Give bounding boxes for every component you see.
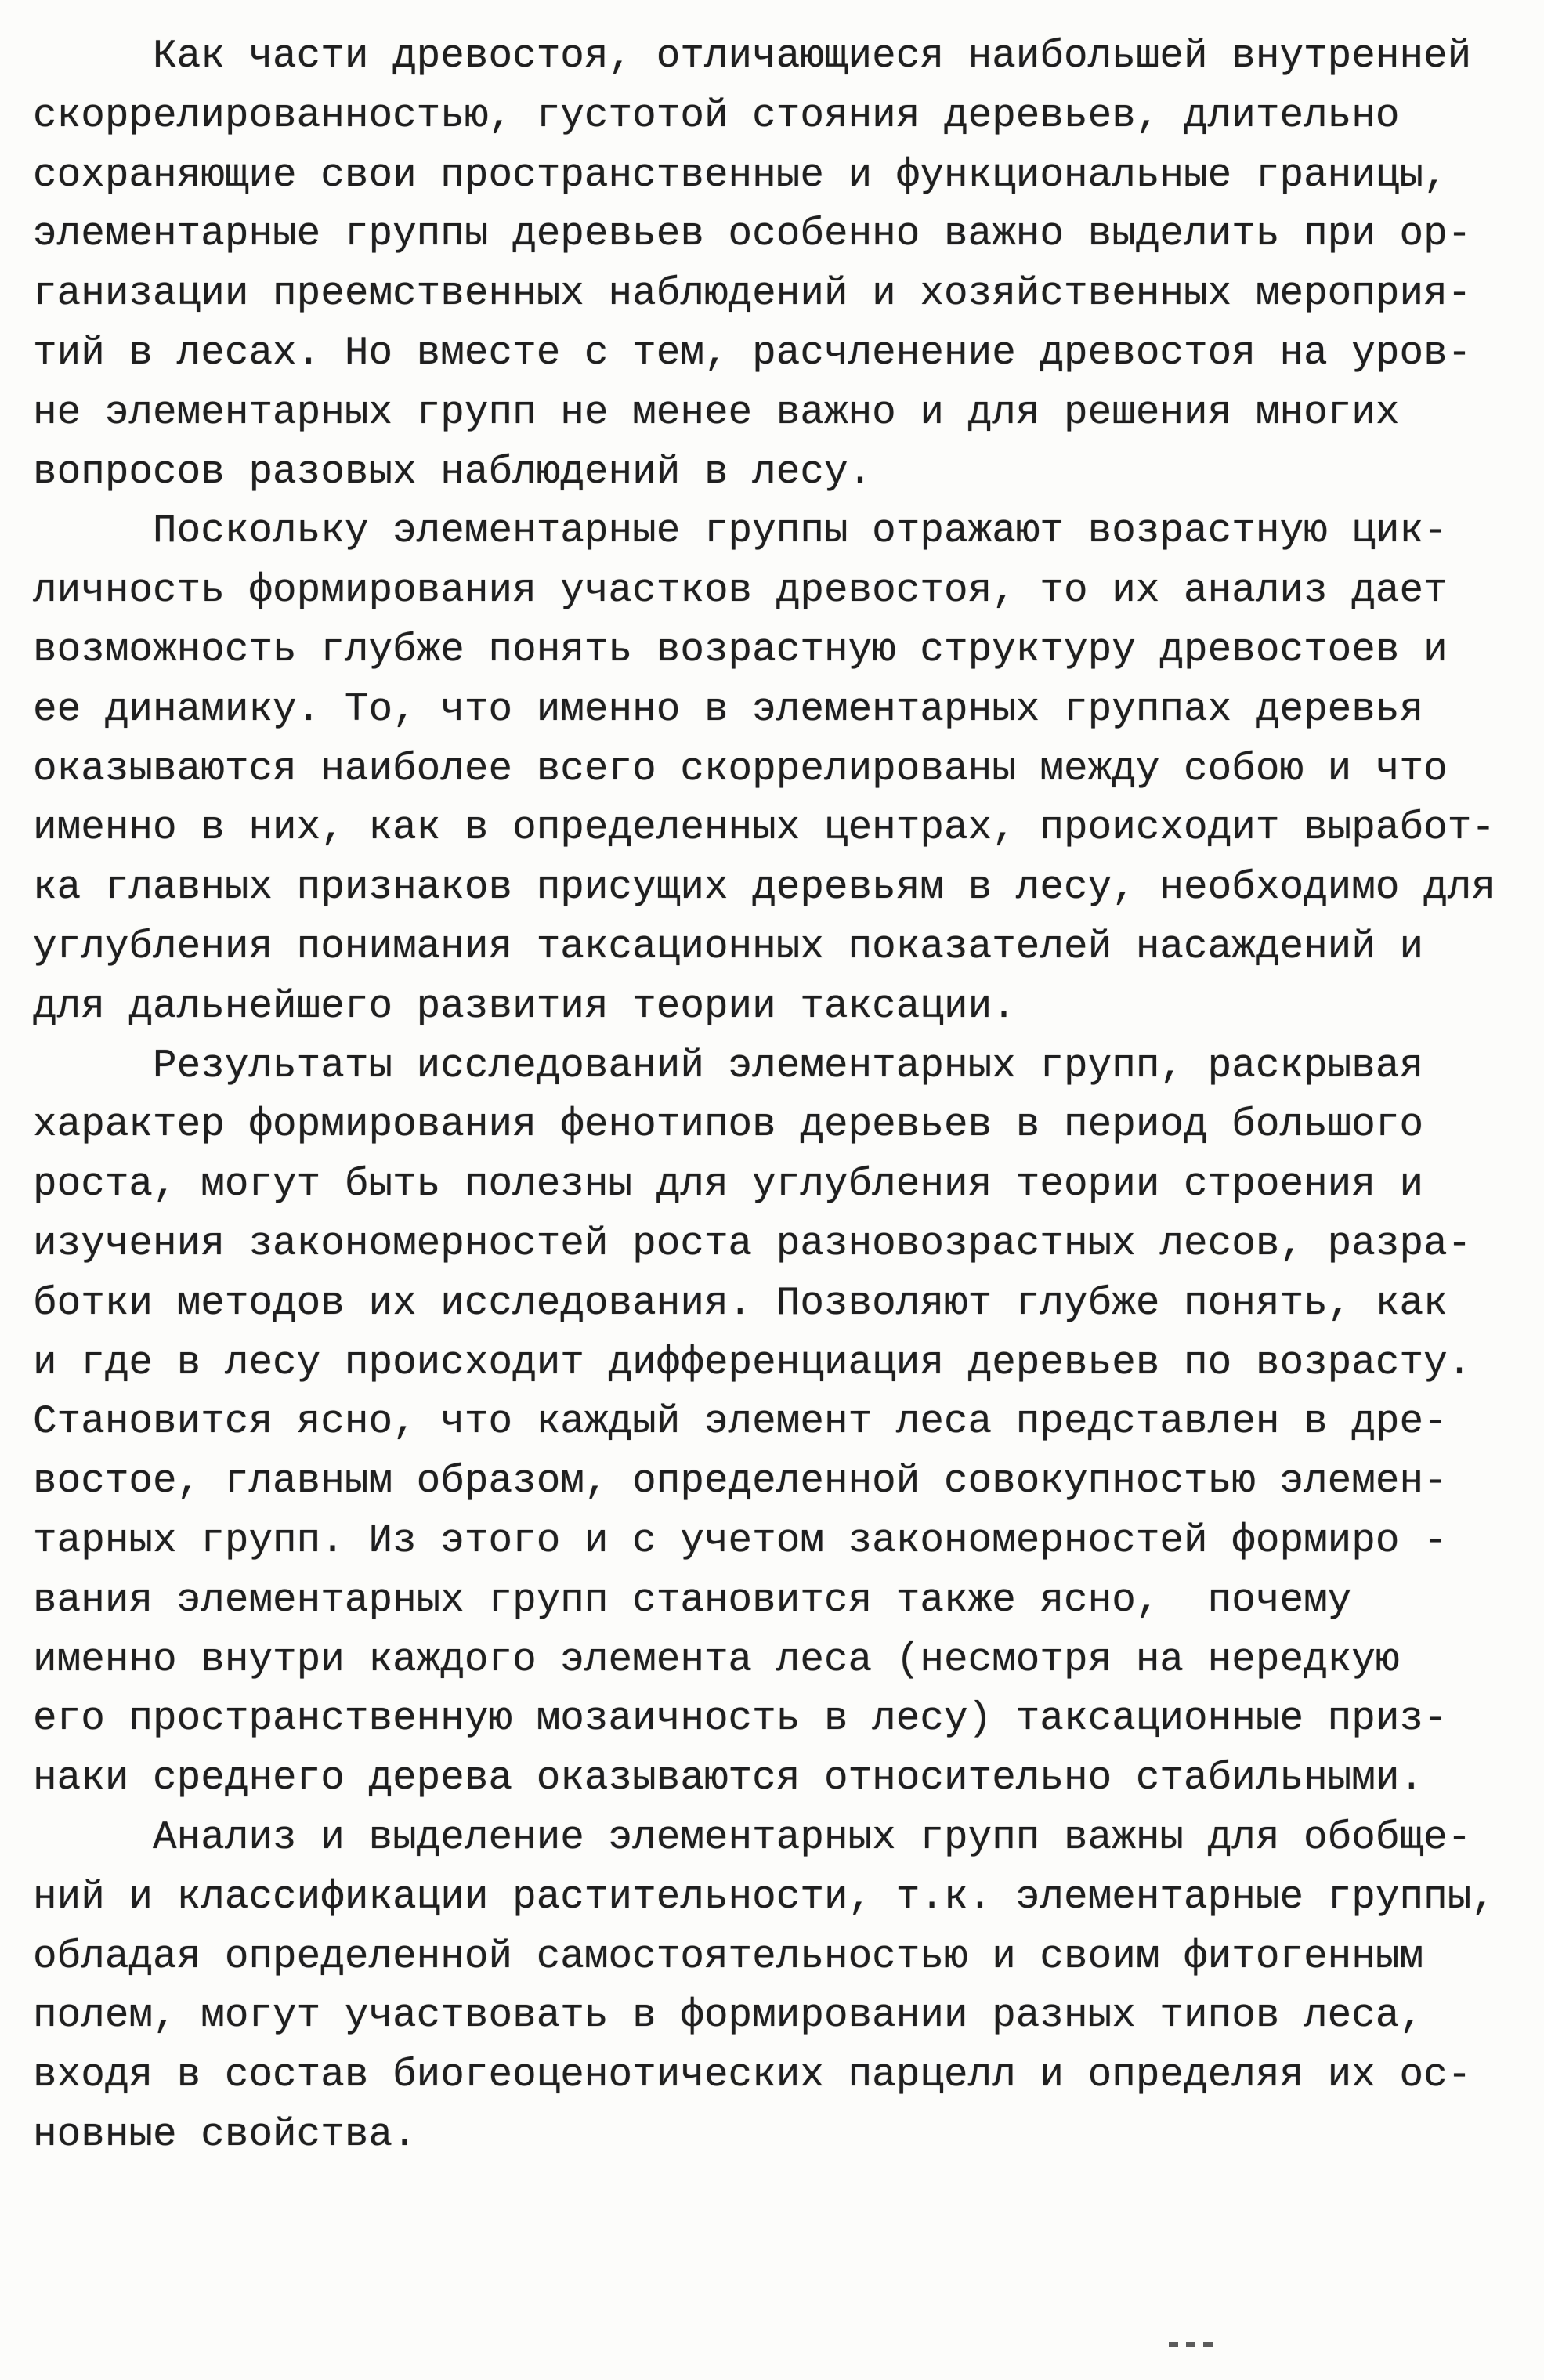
document-body — [33, 27, 1521, 2165]
paragraph-4 — [33, 1809, 1521, 2165]
text-line: ботки методов их исследования. Позволяют глубже понять, как — [33, 1281, 1448, 1326]
paragraph-3 — [33, 1037, 1521, 1809]
text-line: именно в них, как в определенных центрах, происходит выработ- — [33, 806, 1495, 852]
text-line: сохраняющие свои пространственные и функциональные границы, — [33, 153, 1448, 198]
ink-smudge-mark — [1169, 2342, 1214, 2347]
text-line: возможность глубже понять возрастную структуру древостоев и — [33, 628, 1448, 673]
text-line: ний и классификации растительности, т.к. элементарные группы, — [33, 1875, 1495, 1920]
text-line: роста, могут быть полезны для углубления теории строения и — [33, 1163, 1424, 1208]
text-line: Как части древостоя, отличающиеся наибольшей внутренней — [153, 34, 1472, 79]
text-line: Становится ясно, что каждый элемент леса представлен в дре- — [33, 1400, 1448, 1445]
paragraph-1 — [33, 27, 1521, 502]
text-line: для дальнейшего развития теории таксации. — [33, 984, 1016, 1029]
paragraph-2 — [33, 502, 1521, 1036]
text-line: вания элементарных групп становится также ясно, почему — [33, 1578, 1352, 1623]
text-line: вопросов разовых наблюдений в лесу. — [33, 450, 873, 495]
text-line: скоррелированностью, густотой стояния деревьев, длительно — [33, 93, 1400, 139]
text-line: изучения закономерностей роста разновозрастных лесов, разра- — [33, 1221, 1472, 1267]
text-line: Анализ и выделение элементарных групп важны для обобще- — [153, 1815, 1472, 1861]
text-line: Результаты исследований элементарных групп, раскрывая — [153, 1044, 1424, 1089]
text-line: углубления понимания таксационных показателей насаждений и — [33, 924, 1424, 970]
text-line: востое, главным образом, определенной совокупностью элемен- — [33, 1459, 1448, 1505]
text-line: обладая определенной самостоятельностью и своим фитогенным — [33, 1934, 1424, 1980]
text-line: полем, могут участвовать в формировании разных типов леса, — [33, 1994, 1424, 2039]
text-line: тарных групп. Из этого и с учетом закономерностей формиро - — [33, 1518, 1448, 1564]
text-line: входя в состав биогеоценотических парцелл и определяя их ос- — [33, 2053, 1472, 2099]
text-line: именно внутри каждого элемента леса (несмотря на нередкую — [33, 1637, 1400, 1683]
text-line: тий в лесах. Но вместе с тем, расчленение древостоя на уров- — [33, 331, 1472, 376]
text-line: Поскольку элементарные группы отражают возрастную цик- — [153, 509, 1448, 555]
text-line: оказываются наиболее всего скоррелированы между собою и что — [33, 747, 1448, 792]
text-line: ка главных признаков присущих деревьям в лесу, необходимо для — [33, 866, 1495, 911]
text-line: элементарные группы деревьев особенно важно выделить при ор- — [33, 212, 1472, 258]
text-line: ее динамику. То, что именно в элементарных группах деревья — [33, 687, 1424, 732]
text-line: его пространственную мозаичность в лесу) таксационные приз- — [33, 1697, 1448, 1742]
text-line: и где в лесу происходит дифференциация деревьев по возрасту. — [33, 1340, 1472, 1386]
text-line: характер формирования фенотипов деревьев в период большого — [33, 1103, 1424, 1148]
text-line: ганизации преемственных наблюдений и хозяйственных мероприя- — [33, 272, 1472, 317]
text-line: новные свойства. — [33, 2112, 417, 2158]
text-line: не элементарных групп не менее важно и для решения многих — [33, 390, 1400, 436]
text-line: наки среднего дерева оказываются относительно стабильными. — [33, 1756, 1424, 1802]
text-line: личность формирования участков древостоя, то их анализ дает — [33, 569, 1448, 614]
